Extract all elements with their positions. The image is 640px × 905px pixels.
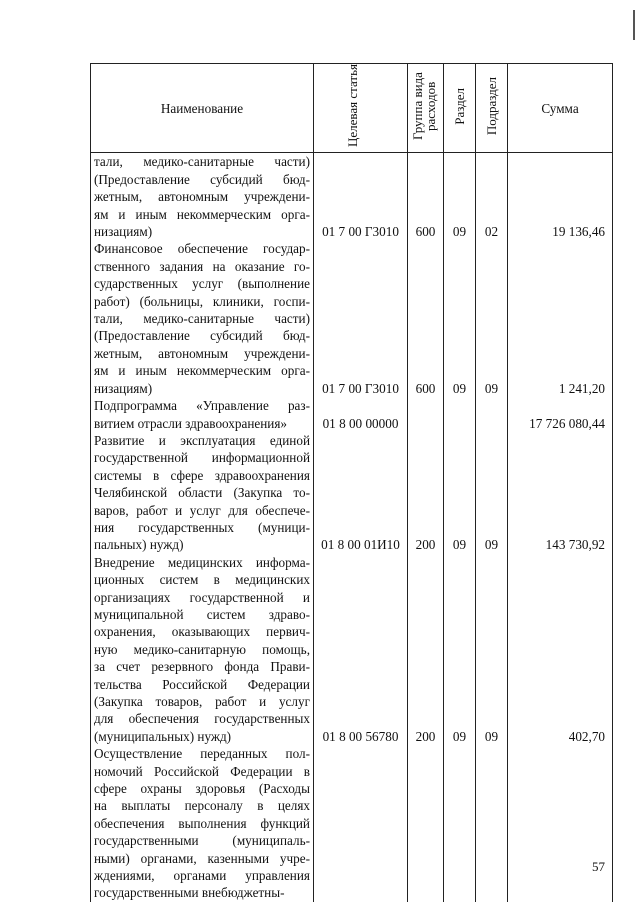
- row-name-line: Осуществление переданных пол-: [94, 746, 310, 762]
- row-expense-group: 200: [408, 554, 444, 745]
- row-sum: 143 730,92: [508, 432, 613, 554]
- row-expense-group: [408, 397, 444, 432]
- row-name-line: ям и иным некоммерческим орга-: [94, 363, 310, 379]
- table-row: [91, 432, 613, 554]
- row-section: 09: [444, 432, 476, 554]
- row-name-line: тали, медико-санитарные части): [94, 311, 310, 327]
- row-target-article: 01 8 00 01И10: [314, 432, 408, 554]
- row-subsection: 09: [476, 240, 508, 397]
- row-name-line: жетным, автономным учреждени-: [94, 189, 310, 205]
- row-name: [91, 397, 314, 432]
- row-subsection: 09: [476, 432, 508, 554]
- row-name-line: муниципальной систем здраво-: [94, 606, 310, 622]
- row-name-line: (Предоставление субсидий бюд-: [94, 328, 310, 344]
- row-name: [91, 745, 314, 902]
- table-row: [91, 745, 613, 902]
- row-name-line: на выплаты персоналу в целях: [94, 798, 310, 814]
- row-name-line: работ) (больницы, клиники, госпи-: [94, 293, 310, 309]
- header-target-article: Целевая статья: [314, 64, 408, 153]
- row-name-line: варов, работ и услуг для обеспече-: [94, 502, 310, 518]
- row-name-line: ственного задания на оказание го-: [94, 258, 310, 274]
- row-name-line: тали, медико-санитарные части): [94, 154, 310, 170]
- table-row: [91, 554, 613, 745]
- row-name-line: тельства Российской Федерации: [94, 676, 310, 692]
- row-name-line: сфере охраны здоровья (Расходы: [94, 781, 310, 797]
- row-name: [91, 240, 314, 397]
- header-expense-group: Группа вида расходов: [408, 64, 444, 153]
- row-name-line: (Предоставление субсидий бюд-: [94, 171, 310, 187]
- row-subsection: 09: [476, 554, 508, 745]
- row-section: [444, 397, 476, 432]
- row-sum: 19 136,46: [508, 153, 613, 241]
- row-name-line: государственной информационной: [94, 450, 310, 466]
- row-target-article: 01 8 00 00000: [314, 397, 408, 432]
- row-name-line: ям и иным некоммерческим орга-: [94, 206, 310, 222]
- scan-edge-mark: [633, 10, 635, 40]
- row-name-line: ждениями, органами управления: [94, 868, 310, 884]
- row-sum: 402,70: [508, 554, 613, 745]
- row-name-line: номочий Российской Федерации в: [94, 763, 310, 779]
- row-name: [91, 554, 314, 745]
- row-expense-group: 600: [408, 240, 444, 397]
- row-section: [444, 745, 476, 902]
- header-subsection: Подраздел: [476, 64, 508, 153]
- row-subsection: 02: [476, 153, 508, 241]
- row-name-line: для обеспечения государственных: [94, 711, 310, 727]
- row-name-line: низациям): [94, 224, 153, 240]
- header-name: Наименование: [91, 64, 314, 153]
- row-name-line: ную медико-санитарную помощь,: [94, 641, 310, 657]
- table-body: [91, 153, 613, 902]
- row-name-line: сударственных услуг (выполнение: [94, 276, 310, 292]
- row-subsection: [476, 745, 508, 902]
- row-name: [91, 153, 314, 241]
- row-expense-group: [408, 745, 444, 902]
- row-sum: 1 241,20: [508, 240, 613, 397]
- row-name-line: низациям): [94, 380, 153, 396]
- row-section: 09: [444, 554, 476, 745]
- header-section: Раздел: [444, 64, 476, 153]
- header-sum: Сумма: [508, 64, 613, 153]
- row-target-article: 01 8 00 56780: [314, 554, 408, 745]
- row-name-line: государственными (муниципаль-: [94, 833, 310, 849]
- row-section: 09: [444, 240, 476, 397]
- table-row: [91, 153, 613, 241]
- row-name-line: (Закупка товаров, работ и услуг: [94, 694, 310, 709]
- row-name-line: Развитие и эксплуатация единой: [94, 432, 310, 448]
- row-name-line: Челябинской области (Закупка то-: [94, 485, 310, 501]
- row-expense-group: 200: [408, 432, 444, 554]
- row-subsection: [476, 397, 508, 432]
- table-header-row: [91, 64, 613, 153]
- row-name-line: за счет резервного фонда Прави-: [94, 659, 310, 675]
- row-name-line: (муниципальных) нужд): [94, 728, 232, 744]
- row-name-line: ными) органами, казенными учре-: [94, 850, 310, 866]
- row-name-line: Подпрограмма «Управление раз-: [94, 398, 310, 414]
- row-name-line: организациях государственной и: [94, 589, 310, 605]
- row-name-line: Финансовое обеспечение государ-: [94, 241, 310, 257]
- row-name-line: ционных систем в медицинских: [94, 572, 310, 588]
- row-name-line: системы в сфере здравоохранения: [94, 467, 310, 483]
- row-name-line: витием отрасли здравоохранения»: [94, 415, 288, 431]
- row-name-line: пальных) нужд): [94, 537, 184, 553]
- budget-table: [90, 63, 613, 902]
- row-expense-group: 600: [408, 153, 444, 241]
- row-name-line: государственными внебюджетны-: [94, 885, 285, 901]
- row-target-article: 01 7 00 Г3010: [314, 153, 408, 241]
- row-target-article: 01 7 00 Г3010: [314, 240, 408, 397]
- table-row: [91, 397, 613, 432]
- row-section: 09: [444, 153, 476, 241]
- row-sum: [508, 745, 613, 902]
- row-name-line: ния государственных (муници-: [94, 519, 310, 535]
- row-name-line: обеспечения выполнения функций: [94, 815, 310, 831]
- page-number: 57: [592, 859, 605, 874]
- row-name-line: жетным, автономным учреждени-: [94, 345, 310, 361]
- row-sum: 17 726 080,44: [508, 397, 613, 432]
- row-name-line: Внедрение медицинских информа-: [94, 554, 310, 570]
- row-name-line: охранения, оказывающих первич-: [94, 624, 310, 640]
- row-target-article: [314, 745, 408, 902]
- row-name: [91, 432, 314, 554]
- table-row: [91, 240, 613, 397]
